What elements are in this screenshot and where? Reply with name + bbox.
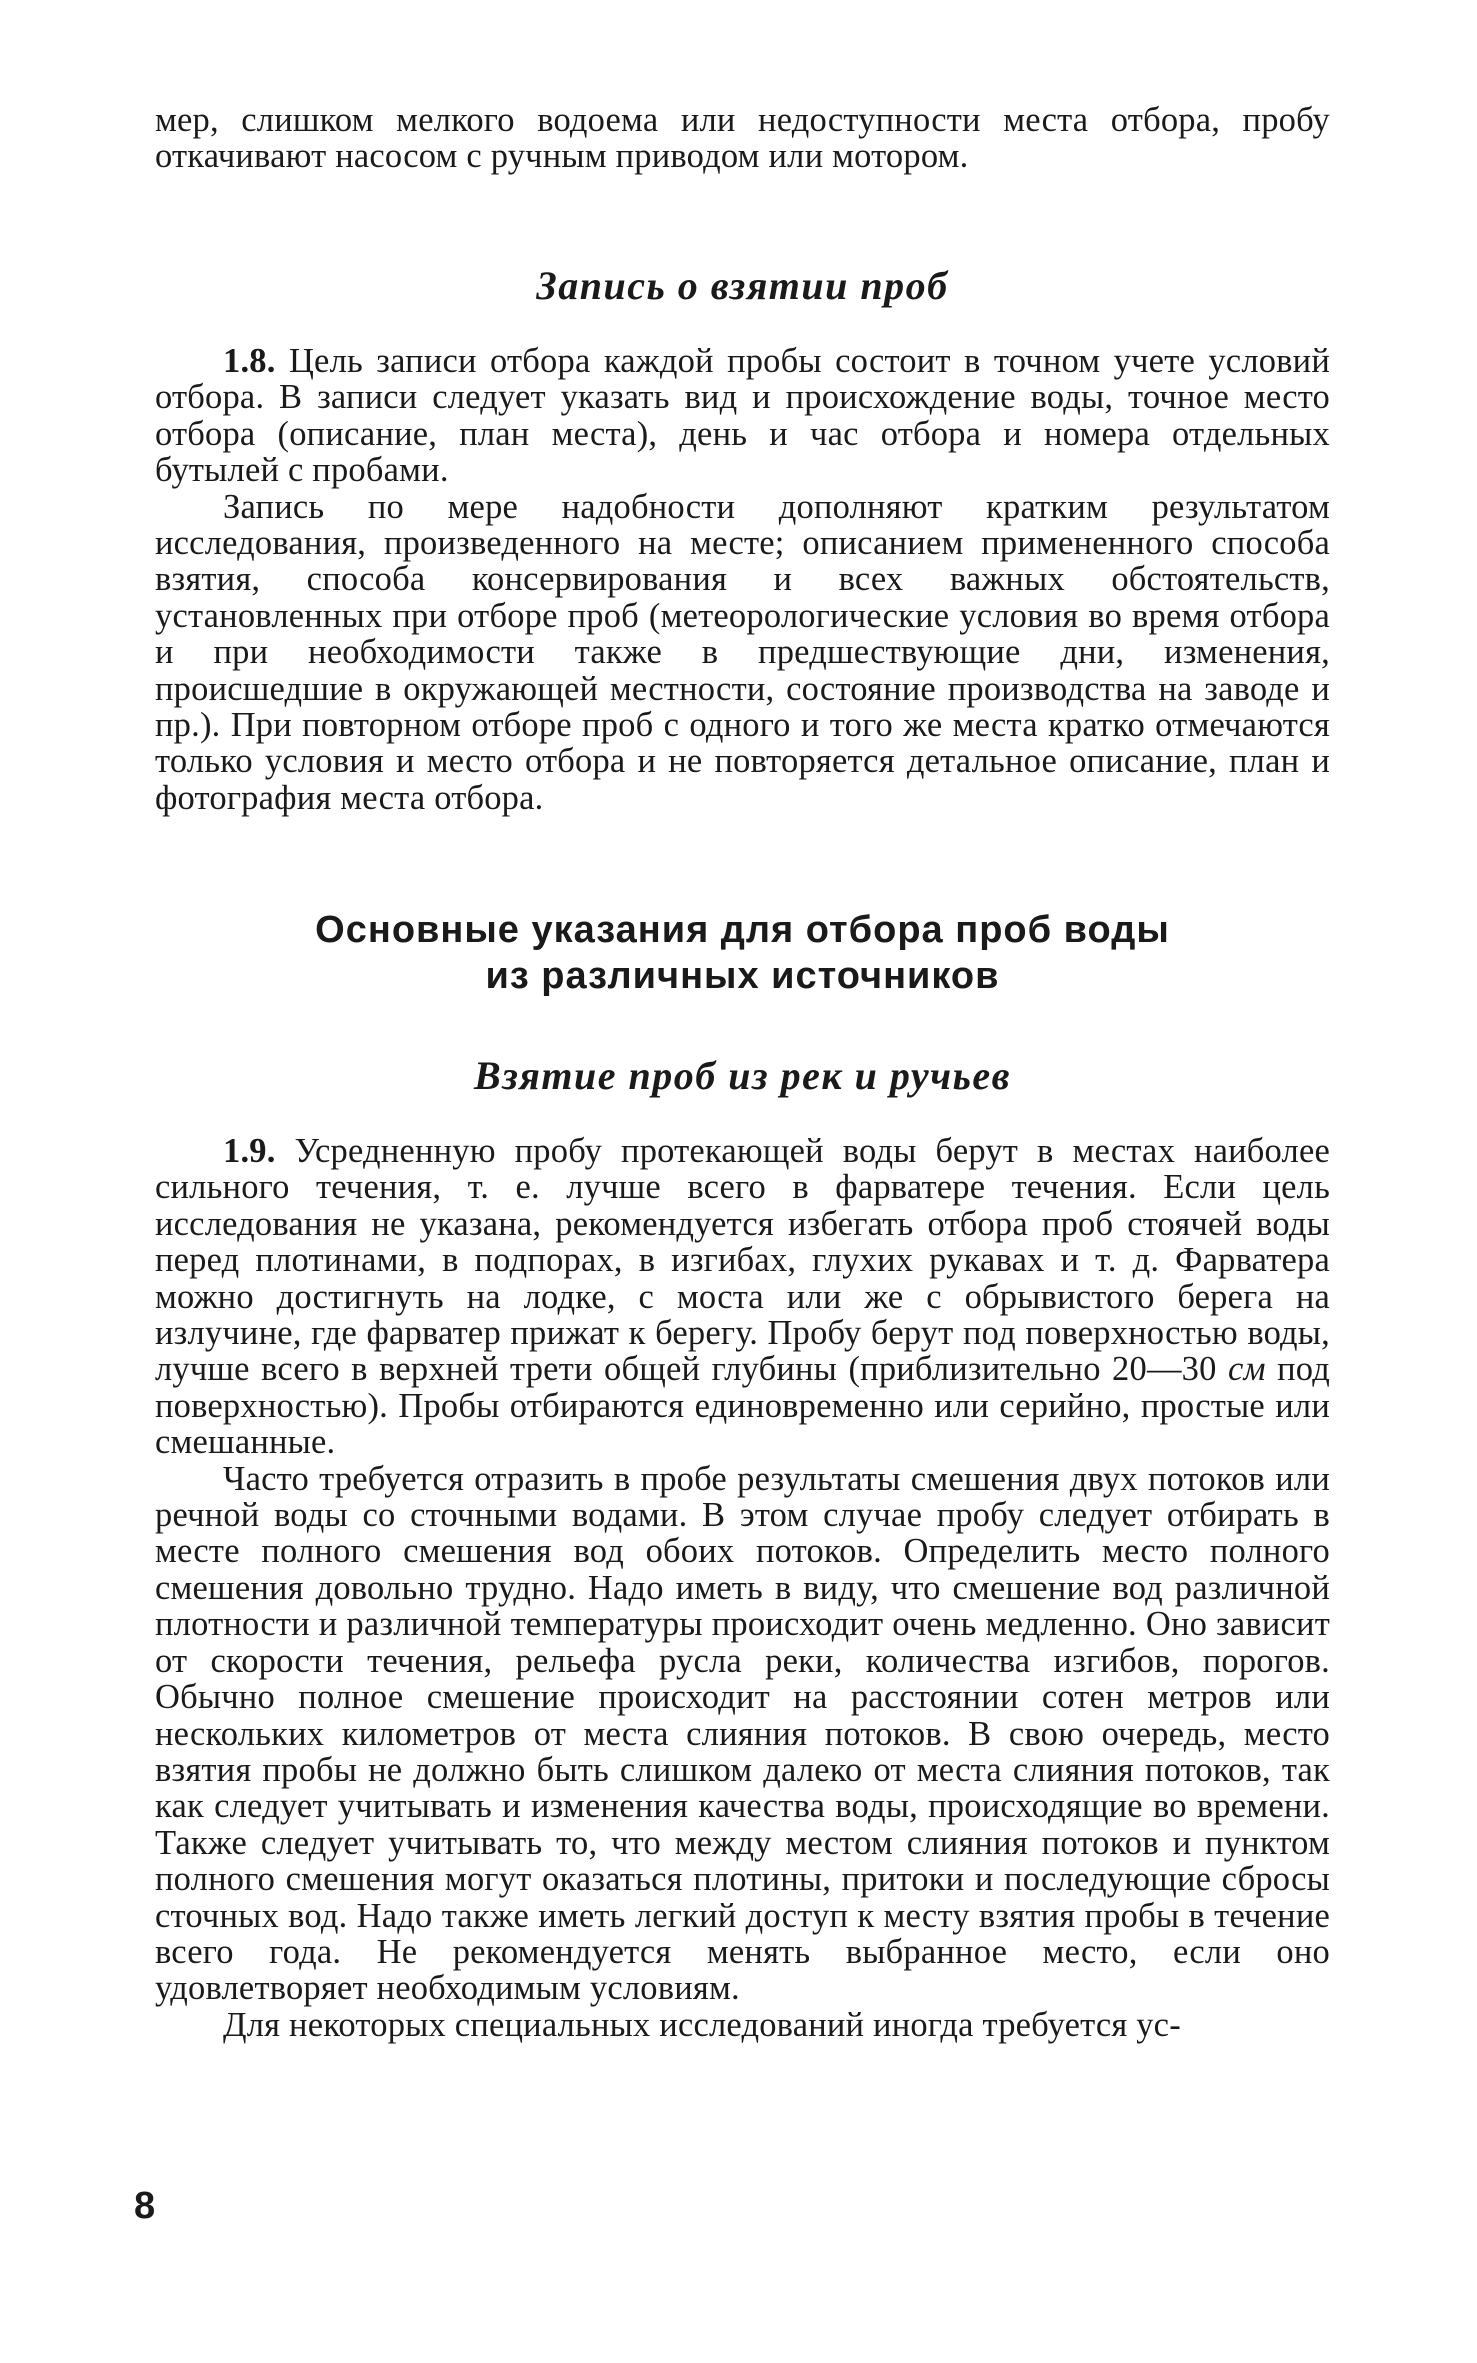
subheading-sampling-record: Запись о взятии проб bbox=[536, 263, 949, 308]
paragraph-1-8 bbox=[155, 343, 1330, 489]
main-heading-line1: Основные указания для отбора проб воды bbox=[315, 909, 1170, 951]
section2-text bbox=[155, 1133, 1330, 2043]
paragraph-text-b: под поверхностью). Пробы отбираются единовременно или серийно, простые или смешанные. bbox=[155, 1350, 1331, 1462]
section1-text bbox=[155, 343, 1330, 816]
paragraph-text-a: Усредненную пробу протекающей воды берут в местах наиболее сильного течения, т. е. лучше всего в фарватере течения. Если цель исследования не указана, рекомендуется избегать отбора проб стоячей воды перед плотинами, в подпорах, в изгибах, глухих рукавах и т. д. Фарватера можно достигнуть на лодке, с моста или же с обрывистого берега на излучине, где фарватер прижат к берегу. Пробу берут под поверхностью воды, лучше всего в верхней трети общей глубины (приблизительно 20—30 bbox=[155, 1132, 1330, 1389]
top-paragraph: мер, слишком мелкого водоема или недоступности места отбора, пробу откачивают насосом с ручным приводом или мотором. bbox=[155, 101, 1330, 176]
paragraph-record-supplement: Запись по мере надобности дополняют кратким результатом исследования, произведенного на месте; описанием примененного способа взятия, способа консервирования и всех важных обстоятельств, установленных при отборе проб (метеорологические условия во время отбора и при необходимости также в предшествующие дни, изменения, происшедшие в окружающей местности, состояние производства на заводе и пр.). При повторном отборе проб с одного и того же места кратко отмечаются только условия и место отбора и не повторяется детальное описание, план и фотография места отбора. bbox=[155, 487, 1330, 817]
subheading-rivers-streams: Взятие проб из рек и ручьев bbox=[474, 1053, 1011, 1098]
page-number: 8 bbox=[134, 2185, 156, 2227]
paragraph-mixing: Часто требуется отразить в пробе результаты смешения двух потоков или речной воды со сточными водами. В этом случае пробу следует отбирать в месте полного смешения вод обоих потоков. Определить место полного смешения довольно трудно. Надо иметь в виду, что смешение вод различной плотности и различной температуры происходит очень медленно. Оно зависит от скорости течения, рельефа русла реки, количества изгибов, порогов. Обычно полное смешение происходит на расстоянии сотен метров или нескольких километров от места слияния потоков. В свою очередь, место взятия пробы не должно быть слишком далеко от места слияния потоков, так как следует учитывать и изменения качества воды, происходящие во времени. Также следует учитывать то, что между местом слияния потоков и пунктом полного смешения могут оказаться плотины, притоки и последующие сбросы сточных вод. Надо также иметь легкий доступ к месту взятия пробы в течение всего года. Не рекомендуется менять выбранное место, если оно удовлетворяет необходимым условиям. bbox=[155, 1459, 1330, 2008]
paragraph-special: Для некоторых специальных исследований иногда требуется ус- bbox=[223, 2005, 1181, 2044]
paragraph-text: Цель записи отбора каждой пробы состоит в точном учете условий отбора. В записи следует указать вид и происхождение воды, точное место отбора (описание, план места), день и час отбора и номера отдельных бутылей с пробами. bbox=[155, 342, 1330, 490]
paragraph-number: 1.9. bbox=[223, 1132, 276, 1170]
main-heading bbox=[155, 907, 1330, 999]
main-heading-line2: из различных источников bbox=[485, 955, 1000, 997]
paragraph-1-9 bbox=[155, 1133, 1330, 1461]
paragraph-number: 1.8. bbox=[223, 342, 276, 380]
unit-cm: см bbox=[1227, 1350, 1266, 1389]
top-paragraph-block bbox=[155, 102, 1330, 175]
